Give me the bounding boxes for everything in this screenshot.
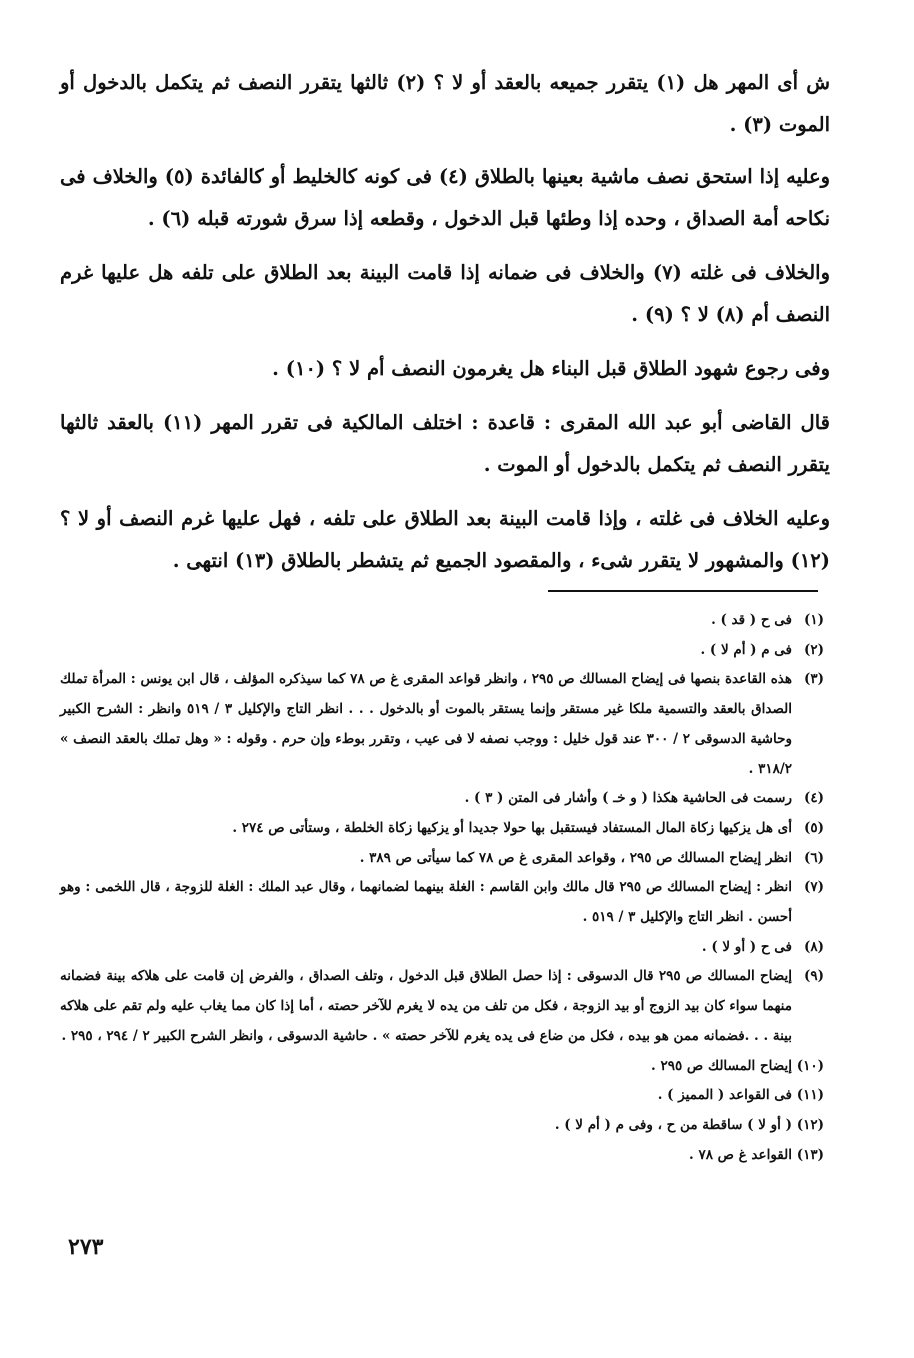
footnote — [60, 1052, 824, 1082]
footnote-text: فى م ( أم لا ) . — [700, 641, 792, 658]
paragraph: وفى رجوع شهود الطلاق قبل البناء هل يغرمون النصف أم لا ؟ (١٠) . — [272, 357, 830, 380]
footnote-number: (١٢) — [796, 1116, 824, 1133]
footnote-number: (٨) — [803, 938, 824, 955]
footnote-text: فى القواعد ( المميز ) . — [657, 1087, 792, 1104]
footnote-number: (٤) — [803, 790, 824, 807]
footnote-text: أى هل يزكيها زكاة المال المستفاد فيستقبل بها حولا جديدا أو يزكيها زكاة الخلطة ، وستأتى ص ٢٧٤ . — [232, 819, 792, 836]
footnote-number: (١١) — [796, 1087, 824, 1104]
footnote-text: رسمت فى الحاشية هكذا ( و خـ ) وأشار فى المتن ( ٣ ) . — [464, 790, 792, 807]
footnote-number: (٩) — [803, 968, 824, 985]
footnote — [60, 844, 824, 874]
paragraph: والخلاف فى غلته (٧) والخلاف فى ضمانه إذا قامت البينة بعد الطلاق على تلفه هل عليها غرم النصف أم (٨) لا ؟ (٩) . — [60, 261, 830, 326]
footnote — [60, 636, 824, 666]
footnote-number: (١٣) — [796, 1146, 824, 1163]
footnote-text: فى ح ( قد ) . — [711, 612, 792, 628]
footnotes — [60, 606, 824, 1170]
footnote-number: (٢) — [803, 641, 824, 658]
footnote — [60, 814, 824, 844]
footnote — [60, 606, 824, 636]
footnote — [60, 784, 824, 814]
footnote-number: (٧) — [803, 879, 824, 896]
footnote-number: (١) — [803, 612, 824, 628]
footnote-number: (١٠) — [796, 1057, 824, 1074]
footnote-text: انظر إيضاح المسالك ص ٢٩٥ ، وقواعد المقرى غ ص ٧٨ كما سيأتى ص ٣٨٩ . — [359, 849, 792, 866]
paragraph: وعليه إذا استحق نصف ماشية بعينها بالطلاق (٤) فى كونه كالخليط أو كالفائدة (٥) والخلاف فى نكاحه أمة الصداق ، وحده إذا وطئها قبل الدخول ، وقطعه إذا سرق شورته قبله (٦) . — [60, 165, 831, 230]
footnote-text: القواعد غ ص ٧٨ . — [689, 1146, 792, 1163]
footnote-number: (٥) — [803, 819, 824, 836]
footnote-text: انظر : إيضاح المسالك ص ٢٩٥ قال مالك وابن القاسم : الغلة بينهما لضمانهما ، وقال عبد الملك : الغلة للزوجة ، قال اللخمى : وهو أحسن . انظر التاج والإكليل ٣ / ٥١٩ . — [60, 879, 792, 926]
footnote — [60, 933, 824, 963]
footnote-text: فى ح ( أو لا ) . — [701, 938, 792, 955]
footnote-separator — [548, 590, 818, 592]
footnote — [60, 962, 824, 1051]
page-number: ٢٧٣ — [68, 1234, 104, 1260]
footnote — [60, 873, 824, 932]
footnote — [60, 1081, 824, 1111]
paragraph: وعليه الخلاف فى غلته ، وإذا قامت البينة بعد الطلاق على تلفه ، فهل عليها غرم النصف أو لا ؟ (١٢) والمشهور لا يتقرر شىء ، والمقصود الجميع ثم يتشطر بالطلاق (١٣) انتهى . — [60, 507, 830, 572]
main-text — [60, 62, 830, 594]
paragraph: قال القاضى أبو عبد الله المقرى : قاعدة : اختلف المالكية فى تقرر المهر (١١) بالعقد ثالثها يتقرر النصف ثم يتكمل بالدخول أو الموت . — [60, 411, 830, 476]
footnote-number: (٣) — [803, 671, 824, 688]
footnote-text: إيضاح المسالك ص ٢٩٥ قال الدسوقى : إذا حصل الطلاق قبل الدخول ، وتلف الصداق ، والفرض إن قامت على هلاكه بينة فضمانه منهما سواء كان بيد الزوج أو بيد الزوجة ، فكل من تلف من يده لا يغرم للآخر حصته ، أما إذا كان مما يغاب عليه ولم تقم على هلاكه بينة . . .فضمانه ممن هو بيده ، فكل من ضاع فى يده يغرم للآخر حصته » . حاشية الدسوقى ، وانظر الشرح الكبير ٢ / ٢٩٤ ، ٢٩٥ . — [60, 968, 792, 1044]
paragraph: ش أى المهر هل (١) يتقرر جميعه بالعقد أو لا ؟ (٢) ثالثها يتقرر النصف ثم يتكمل بالدخول أو الموت (٣) . — [60, 71, 830, 136]
footnote-text: ( أو لا ) ساقطة من ح ، وفى م ( أم لا ) . — [554, 1116, 792, 1133]
footnote — [60, 665, 824, 784]
footnote-text: هذه القاعدة بنصها فى إيضاح المسالك ص ٢٩٥ ، وانظر قواعد المقرى غ ص ٧٨ كما سيذكره المؤلف ، قال ابن يونس : المرأة تملك الصداق بالعقد والتسمية ملكا غير مستقر وإنما يستقر بالموت أو بالدخول . . . انظر التاج والإكليل ٣ / ٥١٩ وانظر : الشرح الكبير وحاشية الدسوقى ٢ / ٣٠٠ عند قول خليل : ووجب نصفه لا فى عيب ، وتقرر بوطء وإن حرم . وقوله : « وهل تملك بالعقد النصف » ٣١٨/٢ . — [60, 671, 792, 777]
footnote — [60, 1111, 824, 1141]
footnote-text: إيضاح المسالك ص ٢٩٥ . — [651, 1057, 792, 1074]
footnote-number: (٦) — [803, 849, 824, 866]
footnote — [60, 1141, 824, 1171]
